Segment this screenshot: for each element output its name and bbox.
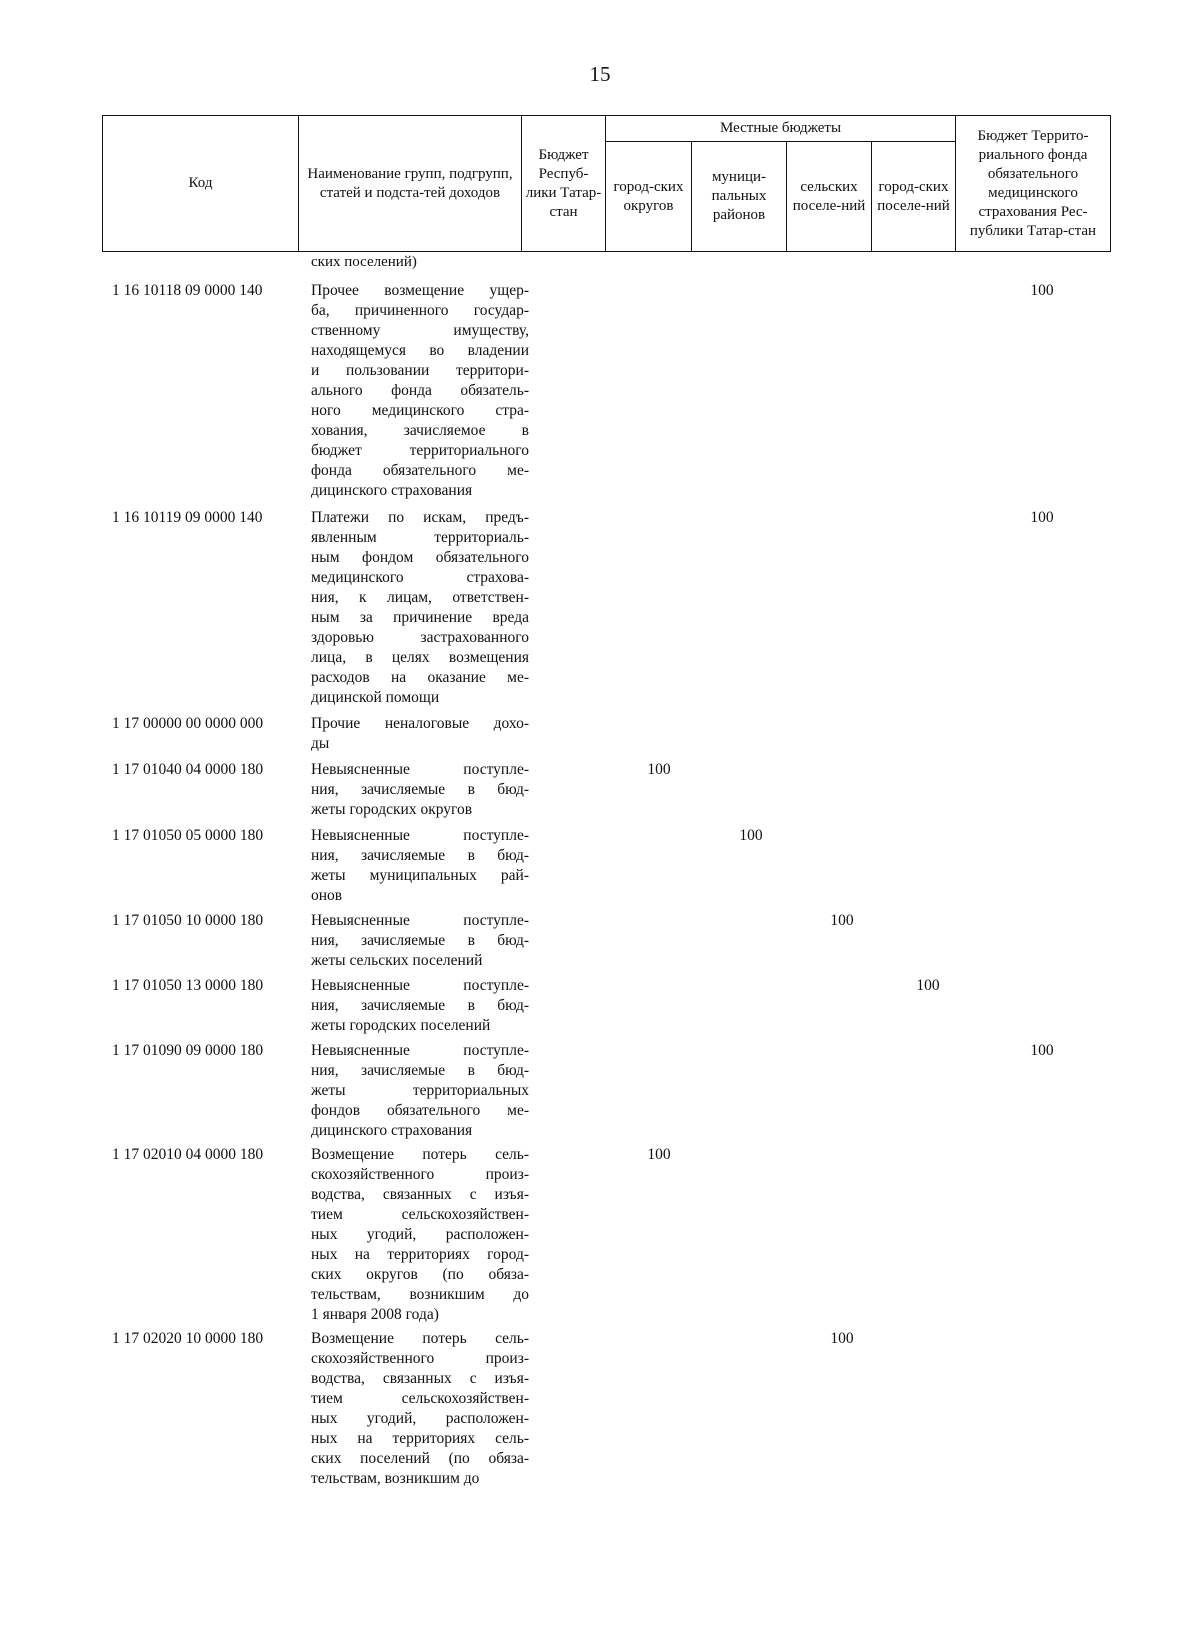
header-local-budgets: Местные бюджеты — [606, 116, 956, 142]
row-name-line: ния, зачисляемые в бюд- — [311, 847, 529, 864]
row-name-line: Невыясненные поступле- — [311, 1042, 529, 1059]
row-code: 1 16 10118 09 0000 140 — [112, 282, 263, 299]
row-name-line: тельствам, возникшим до — [311, 1286, 529, 1303]
row-name-line: ния, зачисляемые в бюд- — [311, 1062, 529, 1079]
row-name — [311, 976, 529, 1036]
row-value-tfoms: 100 — [1030, 1042, 1054, 1059]
row-name-line: находящемуся во владении — [311, 342, 529, 359]
continuation-text: ских поселений) — [311, 254, 417, 270]
row-name-line: Невыясненные поступле- — [311, 827, 529, 844]
row-value-city-districts: 100 — [647, 1146, 671, 1163]
row-value-city-districts: 100 — [647, 761, 671, 778]
row-code: 1 16 10119 09 0000 140 — [112, 509, 263, 526]
row-code: 1 17 02020 10 0000 180 — [112, 1330, 264, 1347]
row-name — [311, 1329, 529, 1489]
row-name-line: фонда обязательного ме- — [311, 462, 529, 479]
header-rural-settlements: сельских поселе-ний — [787, 142, 872, 252]
row-name-line: хования, зачисляемое в — [311, 422, 529, 439]
row-name-line: ния, зачисляемые в бюд- — [311, 997, 529, 1014]
row-name-line: ных угодий, расположен- — [311, 1226, 529, 1243]
row-name-line: ным за причинение вреда — [311, 609, 529, 626]
row-code: 1 17 01050 05 0000 180 — [112, 827, 264, 844]
row-name-line: водства, связанных с изъя- — [311, 1186, 529, 1203]
row-name-line: Невыясненные поступле- — [311, 977, 529, 994]
row-name — [311, 714, 529, 754]
row-name-line: Платежи по искам, предъ- — [311, 509, 529, 526]
row-name-line: фондов обязательного ме- — [311, 1102, 529, 1119]
row-code: 1 17 01050 10 0000 180 — [112, 912, 264, 929]
header-republic-budget: Бюджет Респуб-лики Татар-стан — [522, 116, 606, 252]
table-header — [102, 115, 1111, 252]
header-municipal-districts: муници-пальных районов — [692, 142, 787, 252]
row-name-line: ного медицинского стра- — [311, 402, 529, 419]
row-name-line: ных на территориях сель- — [311, 1430, 529, 1447]
row-name-line: ным фондом обязательного — [311, 549, 529, 566]
row-name-line: Прочее возмещение ущер- — [311, 282, 529, 299]
row-value-tfoms: 100 — [1030, 509, 1054, 526]
row-name-line: ственному имуществу, — [311, 322, 529, 339]
row-name-line: ных на территориях город- — [311, 1246, 529, 1263]
row-name-line: и пользовании территори- — [311, 362, 529, 379]
header-tfoms-budget: Бюджет Террито-риального фонда обязательного медицинского страхования Рес-публики Татар-стан — [956, 116, 1111, 252]
row-name-line: дицинской помощи — [311, 689, 440, 706]
row-name-line: медицинского страхова- — [311, 569, 529, 586]
row-name-line: ния, зачисляемые в бюд- — [311, 781, 529, 798]
row-code: 1 17 02010 04 0000 180 — [112, 1146, 264, 1163]
row-name-line: ального фонда обязатель- — [311, 382, 529, 399]
row-name-line: ды — [311, 735, 330, 752]
row-name-line: Возмещение потерь сель- — [311, 1146, 529, 1163]
row-name-line: дицинского страхования — [311, 482, 473, 499]
row-name — [311, 826, 529, 906]
row-code: 1 17 01050 13 0000 180 — [112, 977, 264, 994]
row-name-line: жеты городских округов — [311, 801, 473, 818]
row-name-line: лица, в целях возмещения — [311, 649, 529, 666]
row-name-line: жеты территориальных — [311, 1082, 529, 1099]
row-name-line: жеты городских поселений — [311, 1017, 491, 1034]
row-name-line: тельствам, возникшим до — [311, 1470, 480, 1487]
row-name-line: дицинского страхования — [311, 1122, 473, 1139]
row-code: 1 17 01090 09 0000 180 — [112, 1042, 264, 1059]
row-name — [311, 760, 529, 820]
row-name — [311, 911, 529, 971]
row-name-line: скохозяйственного произ- — [311, 1350, 529, 1367]
row-name-line: водства, связанных с изъя- — [311, 1370, 529, 1387]
row-name — [311, 281, 529, 501]
row-name-line: ния, зачисляемые в бюд- — [311, 932, 529, 949]
row-name — [311, 508, 529, 708]
row-value-urban-settlements: 100 — [916, 977, 940, 994]
row-name-line: Невыясненные поступле- — [311, 912, 529, 929]
page-number: 15 — [589, 62, 611, 86]
header-urban-settlements: город-ских поселе-ний — [872, 142, 956, 252]
row-name-line: явленным территориаль- — [311, 529, 529, 546]
row-name-line: жеты сельских поселений — [311, 952, 483, 969]
row-name-line: ских округов (по обяза- — [311, 1266, 529, 1283]
row-name-line: тием сельскохозяйствен- — [311, 1206, 529, 1223]
row-name-line: онов — [311, 887, 343, 904]
row-code: 1 17 01040 04 0000 180 — [112, 761, 264, 778]
row-name-line: Прочие неналоговые дохо- — [311, 715, 529, 732]
header-city-districts: город-ских округов — [606, 142, 692, 252]
row-name-line: ба, причиненного государ- — [311, 302, 529, 319]
header-name: Наименование групп, подгрупп, статей и подста-тей доходов — [299, 116, 522, 252]
row-name-line: жеты муниципальных рай- — [311, 867, 529, 884]
row-name-line: расходов на оказание ме- — [311, 669, 529, 686]
row-name — [311, 1145, 529, 1325]
row-name-line: бюджет территориального — [311, 442, 529, 459]
row-name-line: ния, к лицам, ответствен- — [311, 589, 529, 606]
row-name — [311, 1041, 529, 1141]
row-name-line: 1 января 2008 года) — [311, 1306, 439, 1323]
row-value-municipal-districts: 100 — [739, 827, 763, 844]
row-name-line: здоровью застрахованного — [311, 629, 529, 646]
row-value-tfoms: 100 — [1030, 282, 1054, 299]
row-value-rural-settlements: 100 — [830, 1330, 854, 1347]
row-code: 1 17 00000 00 0000 000 — [112, 715, 264, 732]
row-name-line: Возмещение потерь сель- — [311, 1330, 529, 1347]
row-value-rural-settlements: 100 — [830, 912, 854, 929]
row-name-line: Невыясненные поступле- — [311, 761, 529, 778]
header-code: Код — [103, 116, 299, 252]
row-name-line: ских поселений (по обяза- — [311, 1450, 529, 1467]
row-name-line: скохозяйственного произ- — [311, 1166, 529, 1183]
row-name-line: ных угодий, расположен- — [311, 1410, 529, 1427]
row-name-line: тием сельскохозяйствен- — [311, 1390, 529, 1407]
